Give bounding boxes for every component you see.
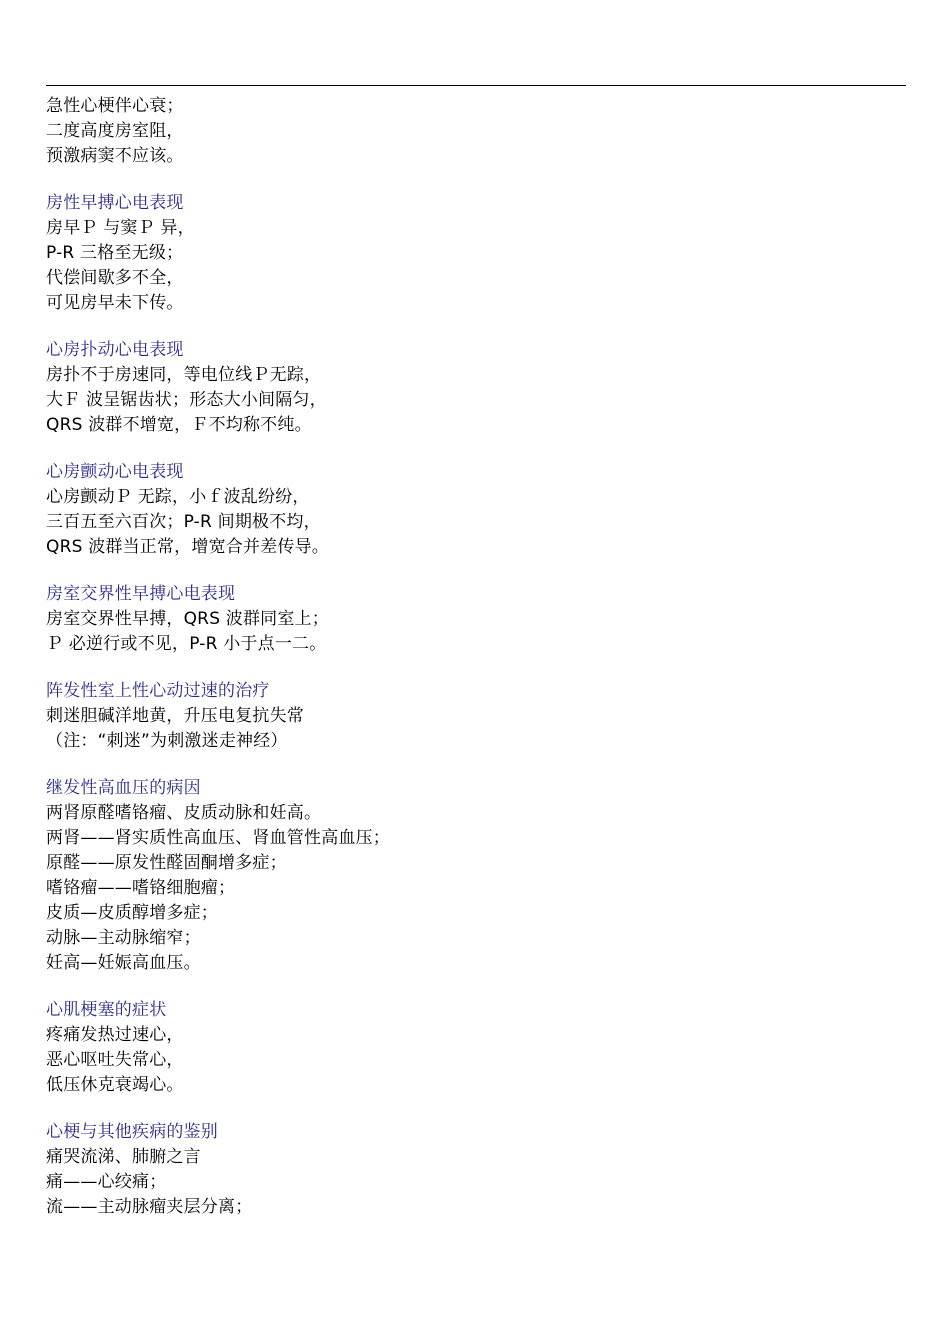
verse-line: P-R 三格至无级；	[46, 243, 184, 263]
verse-line: 痛哭流涕、肺腑之言	[46, 1147, 201, 1167]
section-svt-treatment	[46, 679, 906, 754]
verse-line: Ｐ 必逆行或不见，P-R 小于点一二。	[46, 634, 327, 654]
verse-line: 两肾——肾实质性高血压、肾血管性高血压；	[46, 828, 390, 848]
section-secondary-hypertension	[46, 776, 906, 976]
section-atrial-premature	[46, 191, 906, 316]
verse-line: 两肾原醛嗜铬瘤、皮质动脉和妊高。	[46, 803, 322, 823]
verse-line: 妊高—妊娠高血压。	[46, 953, 201, 973]
section-heading: 心肌梗塞的症状	[46, 1000, 167, 1020]
section-heading: 继发性高血压的病因	[46, 778, 201, 798]
section-heading: 心房扑动心电表现	[46, 340, 184, 360]
section-junctional-premature	[46, 582, 906, 657]
section-heading: 心房颤动心电表现	[46, 462, 184, 482]
section-heading: 房室交界性早搏心电表现	[46, 584, 236, 604]
document-body	[46, 94, 906, 1242]
verse-line: 疼痛发热过速心，	[46, 1025, 184, 1045]
section-atrial-flutter	[46, 338, 906, 438]
verse-line: 三百五至六百次；P-R 间期极不均，	[46, 512, 321, 532]
verse-line: 恶心呕吐失常心，	[46, 1050, 184, 1070]
verse-line: 刺迷胆碱洋地黄，升压电复抗失常	[46, 706, 304, 726]
section-mi-symptoms	[46, 998, 906, 1098]
verse-line: 大Ｆ 波呈锯齿状；形态大小间隔匀，	[46, 390, 327, 410]
section-heading: 心梗与其他疾病的鉴别	[46, 1122, 218, 1142]
verse-line: 心房颤动Ｐ 无踪，小ｆ波乱纷纷，	[46, 487, 310, 507]
verse-line: 预激病窦不应该。	[46, 146, 184, 166]
verse-line: 房扑不于房速同，等电位线Ｐ无踪，	[46, 365, 322, 385]
section-mi-differential	[46, 1120, 906, 1220]
verse-line: 房室交界性早搏，QRS 波群同室上；	[46, 609, 329, 629]
verse-line: 代偿间歇多不全，	[46, 268, 184, 288]
verse-line: 可见房早未下传。	[46, 293, 184, 313]
section-heading: 阵发性室上性心动过速的治疗	[46, 681, 270, 701]
verse-line: 流——主动脉瘤夹层分离；	[46, 1197, 253, 1217]
verse-line: QRS 波群当正常，增宽合并差传导。	[46, 537, 329, 557]
header-rule	[46, 85, 906, 86]
section-atrial-fibrillation	[46, 460, 906, 560]
verse-line: 嗜铬瘤——嗜铬细胞瘤；	[46, 878, 236, 898]
section-intro-verse	[46, 94, 906, 169]
verse-line: 痛——心绞痛；	[46, 1172, 167, 1192]
verse-line: QRS 波群不增宽，Ｆ不均称不纯。	[46, 415, 312, 435]
verse-line: 原醛——原发性醛固酮增多症；	[46, 853, 287, 873]
verse-line: （注：“刺迷”为刺激迷走神经）	[46, 731, 288, 751]
verse-line: 皮质—皮质醇增多症；	[46, 903, 218, 923]
verse-line: 动脉—主动脉缩窄；	[46, 928, 201, 948]
verse-line: 房早Ｐ 与窦Ｐ 异，	[46, 218, 195, 238]
verse-line: 低压休克衰竭心。	[46, 1075, 184, 1095]
verse-line: 急性心梗伴心衰；	[46, 96, 184, 116]
verse-line: 二度高度房室阻，	[46, 121, 184, 141]
section-heading: 房性早搏心电表现	[46, 193, 184, 213]
